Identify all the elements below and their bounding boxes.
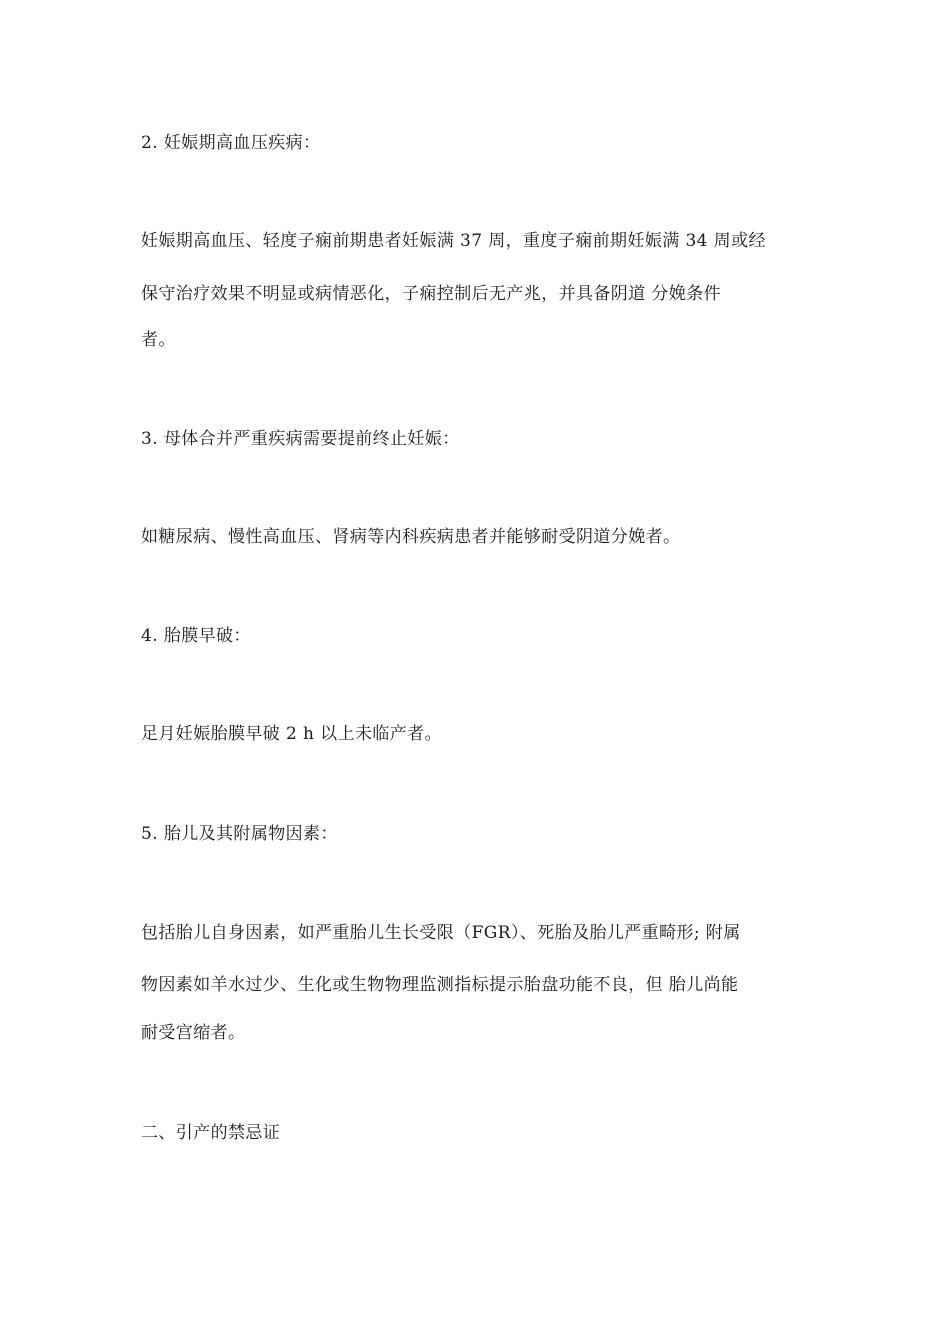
paragraph-line: 物因素如羊水过少、生化或生物物理监测指标提示胎盘功能不良，但 胎儿尚能 <box>141 975 739 995</box>
heading-fetal-factors: 5. 胎儿及其附属物因素： <box>141 824 338 844</box>
paragraph-line: 妊娠期高血压、轻度子痫前期患者妊娠满 37 周，重度子痫前期妊娠满 34 周或经 <box>141 231 766 251</box>
heading-premature-rupture: 4. 胎膜早破： <box>141 626 251 646</box>
paragraph-line: 耐受宫缩者。 <box>141 1023 246 1043</box>
heading-hypertensive-disorders: 2. 妊娠期高血压疾病： <box>141 133 321 153</box>
paragraph-line: 者。 <box>141 330 176 350</box>
heading-maternal-disease: 3. 母体合并严重疾病需要提前终止妊娠： <box>141 429 460 449</box>
paragraph-line: 保守治疗效果不明显或病情恶化，子痫控制后无产兆，并具备阴道 分娩条件 <box>141 284 722 304</box>
section-heading-contraindications: 二、引产的禁忌证 <box>141 1123 281 1143</box>
paragraph-line: 如糖尿病、慢性高血压、肾病等内科疾病患者并能够耐受阴道分娩者。 <box>141 527 681 547</box>
paragraph-line: 包括胎儿自身因素，如严重胎儿生长受限（FGR）、死胎及胎儿严重畸形; 附属 <box>141 923 741 943</box>
paragraph-line: 足月妊娠胎膜早破 2 h 以上未临产者。 <box>141 724 442 744</box>
